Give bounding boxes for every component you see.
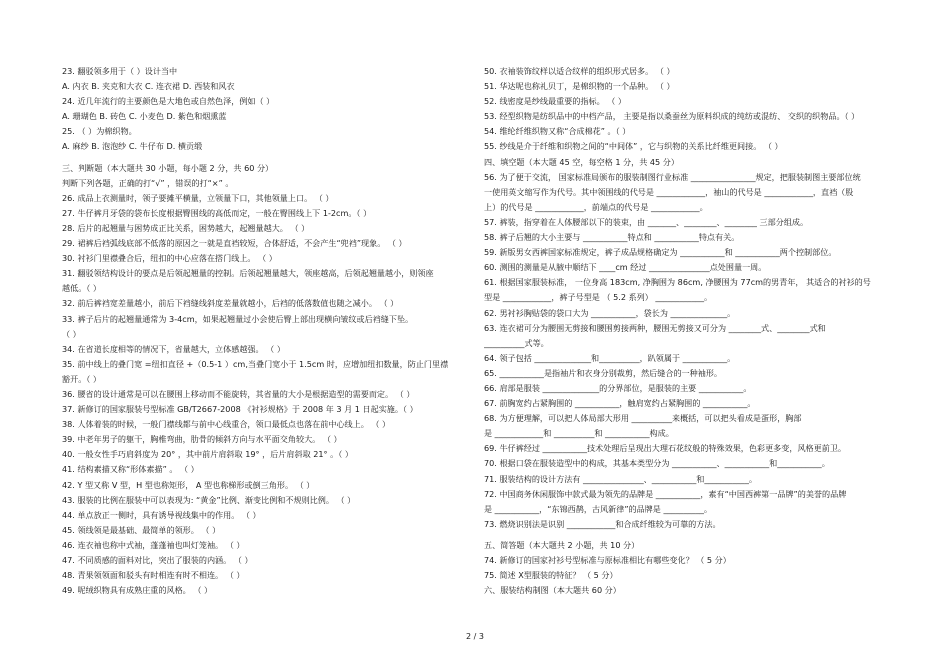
text-line: 是 ___________，“东锦西鹊，古风新律”的品牌是 __________。 — [484, 503, 713, 514]
text-line: 68. 为方便理解，可以把人体局部大形用 __________来概括，可以把头看成是蛋形，胸部 — [484, 413, 802, 424]
text-line: 29. 裙裤后裆弧线底部不低落的原因之一就是直裆较短，合体舒适，不会产生“兜裆”现象。 （ ） — [62, 238, 407, 249]
text-line: 60. 测围的测量是从腋中顺结下 ____cm 经过 _______________点处围量一周。 — [484, 262, 767, 273]
text-line: 69. 牛仔裤经过 ___________技术处理后呈现出大理石花纹般的特殊效果，色彩更多变，风格更前卫。 — [484, 443, 847, 454]
text-line: 72. 中国商务休闲服饰中款式最为领先的品牌是 ___________，素有“中国西裤第一品牌”的美誉的品牌 — [484, 488, 847, 499]
text-line: 六、服装结构制图（本大题共 60 分） — [484, 585, 621, 596]
text-line: 三、判断题（本大题共 30 小题，每小题 2 分，共 60 分） — [62, 162, 274, 173]
text-line: 32. 前后裤裆宽差量越小，前后下裆缝线斜度差量就越小，后裆的低落数值也随之减小。 （ ） — [62, 298, 399, 309]
text-line: 62. 男衬衫胸贴袋的袋口大为 ___________，袋长为 ______________。 — [484, 307, 736, 318]
text-line: 51. 华达呢也称礼贝丁，是棉织物的一个品种。 （ ） — [484, 81, 675, 92]
page-number: 2 / 3 — [466, 632, 484, 641]
text-line: 28. 后片的起翘量与困势成正比关系，困势越大，起翘量越大。 （ ） — [62, 222, 310, 233]
text-line: 是 ____________和 __________和 ___________构成。 — [484, 428, 674, 439]
text-line: 四、填空题（本大题 45 空，每空格 1 分，共 45 分） — [484, 156, 679, 167]
text-line: 40. 一般女性手巧肩斜度为 20° ，其中前片肩斜取 19° ，后片肩斜取 21° 。（ ） — [62, 449, 353, 460]
text-line: 66. 肩部是服装 ______________的分界部位，是服装的主要 ___________。 — [484, 382, 752, 393]
text-line: 42. Y 型又称 V 型，H 型也称矩形， A 型也称梯形或倒三角形。 （ ） — [62, 479, 315, 490]
text-line: A. 内衣 B. 夹克和大衣 C. 连衣裙 D. 西装和风衣 — [62, 81, 235, 92]
text-line: 52. 线密度是纱线最重要的指标。 （ ） — [484, 96, 626, 107]
text-line: 71. 服装结构的设计方法有 _______________、___________和___________。 — [484, 473, 757, 484]
text-line: 型是 ____________，裤子号型是 （ 5.2 系列） ____________。 — [484, 292, 713, 303]
text-line: （ ） — [62, 328, 81, 339]
text-line: 74. 新修订的国家衬衫号型标准与原标准相比有哪些变化？ （ 5 分） — [484, 555, 731, 565]
text-line: 53. 经型织物是纺织品中的中档产品， 主要是指以桑蚕丝为原料织成的纯纺或混纺、 交织的织物品。（ ） — [484, 111, 860, 122]
text-line: 70. 根据口袋在服装造型中的构成，其基本类型分为 ___________、___________和___________。 — [484, 458, 830, 469]
text-line: 45. 领线领是最基础、最简单的领形。 （ ） — [62, 524, 221, 535]
text-line: 24. 近几年流行的主要颜色是大地色或自然色泽，例如（ ） — [62, 96, 275, 107]
text-line: 65. ___________是指袖片和衣身分别裁剪，然后缝合的一种袖形。 — [484, 367, 723, 378]
text-line: 越低。（ ） — [62, 283, 101, 294]
text-line: 49. 呢绒织物具有成熟庄重的风格。 （ ） — [62, 585, 213, 596]
text-line: 59. 新版男女西裤国家标准规定，裤子成品规格确定为 ___________和 ___________两个控制部位。 — [484, 247, 837, 258]
text-line: 50. 衣袖装饰纹样以适合纹样的组织形式居多。 （ ） — [484, 66, 675, 76]
text-line: 34. 在省道长度相等的情况下，省量越大，立体感越强。 （ ） — [62, 343, 285, 354]
text-line: A. 麻纱 B. 泡泡纱 C. 牛仔布 D. 横贡缎 — [62, 141, 203, 152]
text-line: 75. 简述 X型服装的特征？ （ 5 分） — [484, 570, 618, 581]
text-line: 54. 维纶纤维织物又称“合成棉花” 。（ ） — [484, 126, 631, 137]
text-line: 43. 服装的比例在服装中可以表现为: “黄金”比例、渐变比例和不规则比例。 （ ） — [62, 494, 356, 505]
text-line: __________式等。 — [484, 337, 549, 348]
text-line: 一使用英文缩写作为代号。其中领围线的代号是 ____________，袖山的代号是 ____________，直裆（股 — [484, 186, 854, 197]
text-line: 26. 成品上衣测量时，领子要摊平横量，立领量下口，其他领量上口。 （ ） — [62, 192, 334, 203]
text-line: 27. 牛仔裤月牙袋的袋布长度根据臀围线的高低而定，一般在臀围线上下 1-2cm。（ ） — [62, 207, 372, 218]
text-line: 63. 连衣裙可分为腰围无剪接和腰围剪接两种，腰围无剪接又可分为 ________式、________式和 — [484, 322, 826, 333]
text-line: A. 珊瑚色 B. 砖色 C. 小麦色 D. 紫色和烟熏蓝 — [62, 111, 227, 122]
text-line: 73. 燃烧识别法是识别 ____________和合成纤维较为可靠的方法。 — [484, 518, 721, 529]
text-line: 48. 青果领领面和驳头有时相连有时不相连。 （ ） — [62, 570, 245, 581]
text-line: 30. 衬衫门里襟叠合后，纽扣的中心应落在搭门线上。 （ ） — [62, 253, 277, 264]
text-line: 57. 裤装，指穿着在人体腰部以下的装束，由 _______、________、________ 三部分组成。 — [484, 216, 809, 227]
text-line: 67. 前胸宽约占紧胸围的 ___________，触肩宽约占紧胸围的 ___________。 — [484, 398, 756, 409]
right-column — [484, 64, 914, 598]
text-line: 61. 根据国家服装标准， 一位身高 183cm, 净胸围为 86cm, 净腰围为 77cm的男青年， 其适合的衬衫的号 — [484, 277, 871, 288]
text-line: 46. 连衣袖也称中式袖，蓬蓬袖也叫灯笼袖。 （ ） — [62, 539, 245, 550]
text-line: 38. 人体着装的时候，一般门襟线都与前中心线重合，领口最低点也落在前中心线上。 （ ） — [62, 419, 391, 430]
text-line: 上）的代号是 ____________，前端点的代号是 ____________。 — [484, 201, 708, 212]
text-line: 56. 为了便于交流， 国家标准局颁布的服装制图行业标准 ________________规定，把服装制图主要部位统 — [484, 171, 861, 182]
text-line: 55. 纱线是介于纤维和织物之间的“中间体” ，它与织物的关系比纤维更间接。 （ ） — [484, 141, 783, 152]
text-line: 58. 裤子后翘的大小主要与 ___________特点和 ___________特点有关。 — [484, 232, 740, 243]
text-line: 64. 领子包括 ______________和__________，趴领属于 ___________。 — [484, 352, 736, 363]
text-line: 37. 新修订的国家服装号型标准 GB/T2667-2008 《衬衫规格》于 2008 年 3 月 1 日起实施。（ ） — [62, 404, 418, 415]
text-line: 31. 翻驳领结构设计的要点是后领起翘量的控制。后领起翘量越大，领座越高，后领起翘量越小，则领座 — [62, 268, 434, 279]
text-line: 35. 前中线上的叠门宽 =纽扣直径 +（0.5-1 ）cm,当叠门宽小于 1.5cm 时，应增加纽扣数量，防止门里襟 — [62, 358, 449, 369]
text-line: 判断下列各题，正确的打“√” ，错误的打“×” 。 — [62, 177, 234, 188]
text-line: 豁开。（ ） — [62, 373, 101, 384]
text-line: 36. 腰省的设计通常是可以在腰围上移动而不能旋转，其省量的大小是根据造型的需要而定。 （ ） — [62, 388, 415, 399]
text-line: 39. 中老年男子的躯干，胸椎弯曲，肋骨的倾斜方向与水平面交角较大。 （ ） — [62, 434, 342, 445]
text-line: 23. 翻驳领多用于（ ）设计当中 — [62, 66, 178, 76]
text-line: 33. 裤子后片的起翘量通常为 3-4cm，如果起翘量过小会使后臀上部出现横向皱纹或后裆缝下坠。 — [62, 313, 414, 324]
text-line: 五、简答题（本大题共 2 小题，共 10 分） — [484, 539, 640, 550]
text-line: 44. 单点放正一侧时，具有诱导视线集中的作用。 （ ） — [62, 509, 261, 520]
left-column — [62, 64, 462, 598]
text-line: 47. 不同质感的面料对比，突出了服装的内涵。 （ ） — [62, 555, 253, 565]
text-line: 41. 结构素描又称“形体素描” 。 （ ） — [62, 464, 199, 475]
text-line: 25. （ ）为棉织物。 — [62, 126, 137, 137]
